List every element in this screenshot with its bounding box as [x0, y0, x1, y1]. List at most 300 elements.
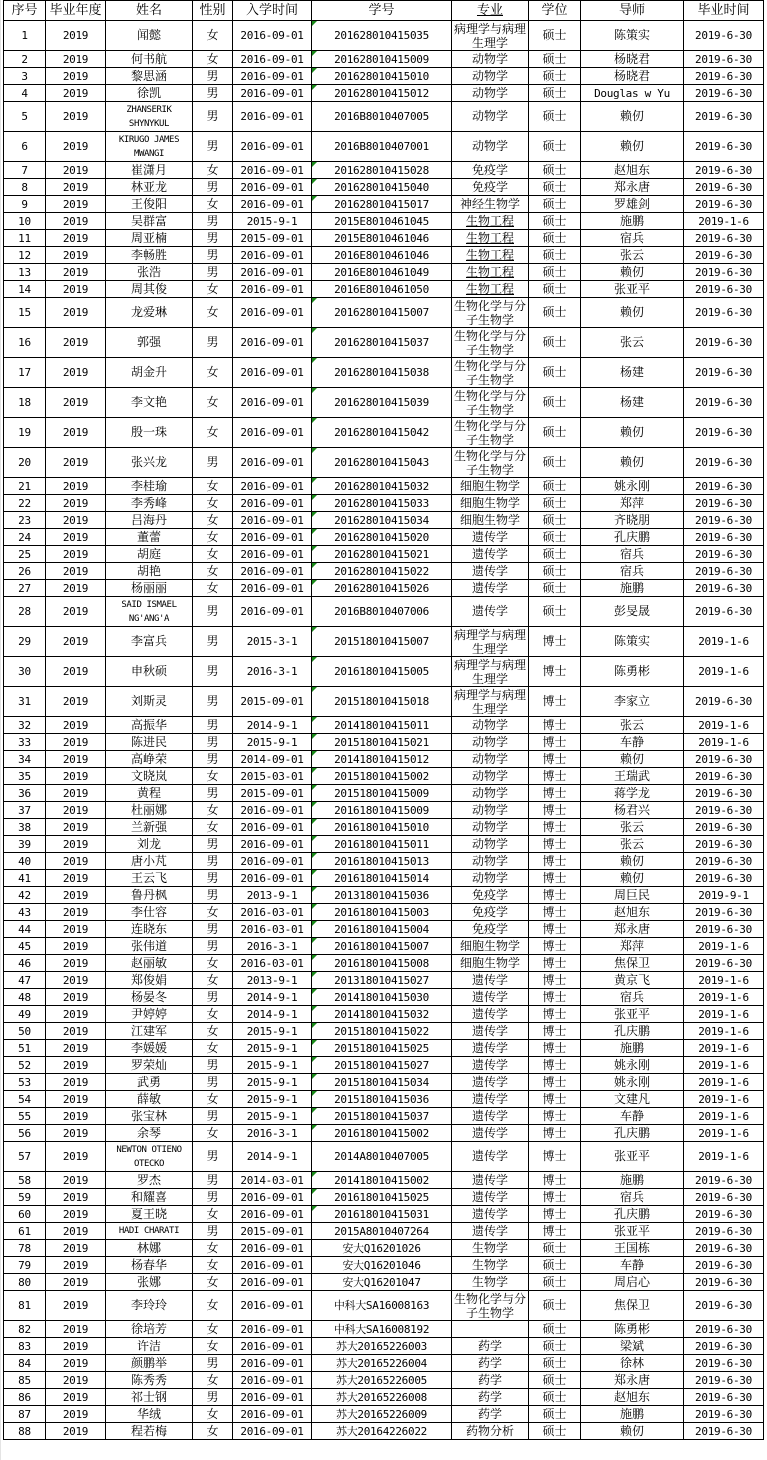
cell-name[interactable]: [106, 751, 193, 768]
cell-year[interactable]: [46, 955, 106, 972]
cell-no[interactable]: [4, 1274, 46, 1291]
cell-year[interactable]: [46, 529, 106, 546]
cell-name[interactable]: [106, 68, 193, 85]
cell-no[interactable]: [4, 989, 46, 1006]
cell-enroll[interactable]: [233, 802, 312, 819]
cell-enroll[interactable]: [233, 358, 312, 388]
cell-grad[interactable]: [684, 734, 764, 751]
cell-sex[interactable]: [193, 51, 233, 68]
cell-name[interactable]: [106, 162, 193, 179]
cell-name[interactable]: [106, 132, 193, 162]
cell-grad[interactable]: [684, 546, 764, 563]
cell-year[interactable]: [46, 546, 106, 563]
cell-no[interactable]: [4, 102, 46, 132]
cell-major[interactable]: [452, 230, 529, 247]
cell-no[interactable]: [4, 448, 46, 478]
cell-degree[interactable]: [529, 1006, 581, 1023]
cell-enroll[interactable]: [233, 179, 312, 196]
cell-major[interactable]: [452, 247, 529, 264]
cell-sex[interactable]: [193, 1206, 233, 1223]
cell-year[interactable]: [46, 751, 106, 768]
cell-year[interactable]: [46, 597, 106, 627]
cell-id[interactable]: [312, 1372, 452, 1389]
cell-no[interactable]: [4, 751, 46, 768]
cell-degree[interactable]: [529, 819, 581, 836]
cell-major[interactable]: [452, 328, 529, 358]
cell-no[interactable]: [4, 580, 46, 597]
cell-major[interactable]: [452, 358, 529, 388]
cell-enroll[interactable]: [233, 751, 312, 768]
cell-id[interactable]: [312, 972, 452, 989]
cell-no[interactable]: [4, 938, 46, 955]
cell-advisor[interactable]: [581, 887, 684, 904]
cell-id[interactable]: [312, 85, 452, 102]
cell-year[interactable]: [46, 358, 106, 388]
cell-sex[interactable]: [193, 1321, 233, 1338]
cell-id[interactable]: [312, 298, 452, 328]
cell-grad[interactable]: [684, 904, 764, 921]
cell-id[interactable]: [312, 495, 452, 512]
cell-sex[interactable]: [193, 768, 233, 785]
cell-id[interactable]: [312, 563, 452, 580]
cell-sex[interactable]: [193, 989, 233, 1006]
cell-major[interactable]: [452, 802, 529, 819]
cell-major[interactable]: [452, 972, 529, 989]
cell-grad[interactable]: [684, 1189, 764, 1206]
cell-sex[interactable]: [193, 657, 233, 687]
cell-sex[interactable]: [193, 870, 233, 887]
cell-advisor[interactable]: [581, 1257, 684, 1274]
cell-enroll[interactable]: [233, 298, 312, 328]
cell-major[interactable]: [452, 1406, 529, 1423]
cell-degree[interactable]: [529, 281, 581, 298]
cell-year[interactable]: [46, 1406, 106, 1423]
cell-enroll[interactable]: [233, 938, 312, 955]
cell-no[interactable]: [4, 51, 46, 68]
cell-advisor[interactable]: [581, 281, 684, 298]
cell-advisor[interactable]: [581, 1108, 684, 1125]
cell-enroll[interactable]: [233, 1406, 312, 1423]
cell-major[interactable]: [452, 580, 529, 597]
cell-name[interactable]: [106, 563, 193, 580]
cell-sex[interactable]: [193, 1057, 233, 1074]
cell-degree[interactable]: [529, 213, 581, 230]
cell-advisor[interactable]: [581, 717, 684, 734]
cell-major[interactable]: [452, 1142, 529, 1172]
cell-no[interactable]: [4, 853, 46, 870]
cell-degree[interactable]: [529, 1240, 581, 1257]
cell-name[interactable]: [106, 1274, 193, 1291]
cell-grad[interactable]: [684, 887, 764, 904]
cell-no[interactable]: [4, 418, 46, 448]
cell-advisor[interactable]: [581, 768, 684, 785]
cell-id[interactable]: [312, 132, 452, 162]
cell-year[interactable]: [46, 657, 106, 687]
cell-grad[interactable]: [684, 264, 764, 281]
cell-advisor[interactable]: [581, 921, 684, 938]
cell-id[interactable]: [312, 68, 452, 85]
cell-enroll[interactable]: [233, 1240, 312, 1257]
cell-degree[interactable]: [529, 627, 581, 657]
cell-name[interactable]: [106, 938, 193, 955]
cell-major[interactable]: [452, 1023, 529, 1040]
cell-advisor[interactable]: [581, 298, 684, 328]
cell-sex[interactable]: [193, 179, 233, 196]
cell-id[interactable]: [312, 388, 452, 418]
cell-enroll[interactable]: [233, 955, 312, 972]
cell-name[interactable]: [106, 1372, 193, 1389]
cell-name[interactable]: [106, 546, 193, 563]
cell-enroll[interactable]: [233, 1274, 312, 1291]
cell-name[interactable]: [106, 1189, 193, 1206]
cell-sex[interactable]: [193, 281, 233, 298]
cell-no[interactable]: [4, 529, 46, 546]
cell-year[interactable]: [46, 1389, 106, 1406]
cell-name[interactable]: [106, 785, 193, 802]
cell-no[interactable]: [4, 1372, 46, 1389]
cell-id[interactable]: [312, 230, 452, 247]
cell-grad[interactable]: [684, 1142, 764, 1172]
cell-id[interactable]: [312, 580, 452, 597]
cell-degree[interactable]: [529, 448, 581, 478]
cell-name[interactable]: [106, 388, 193, 418]
cell-major[interactable]: [452, 1291, 529, 1321]
cell-no[interactable]: [4, 1338, 46, 1355]
cell-no[interactable]: [4, 1189, 46, 1206]
cell-id[interactable]: [312, 887, 452, 904]
cell-enroll[interactable]: [233, 1142, 312, 1172]
cell-sex[interactable]: [193, 546, 233, 563]
cell-advisor[interactable]: [581, 1406, 684, 1423]
cell-degree[interactable]: [529, 1257, 581, 1274]
cell-enroll[interactable]: [233, 1091, 312, 1108]
cell-advisor[interactable]: [581, 955, 684, 972]
cell-sex[interactable]: [193, 1223, 233, 1240]
cell-major[interactable]: [452, 179, 529, 196]
cell-enroll[interactable]: [233, 1389, 312, 1406]
cell-degree[interactable]: [529, 1057, 581, 1074]
col-header-advisor[interactable]: 导师: [581, 1, 684, 21]
cell-year[interactable]: [46, 938, 106, 955]
cell-degree[interactable]: [529, 734, 581, 751]
cell-major[interactable]: [452, 887, 529, 904]
cell-year[interactable]: [46, 21, 106, 51]
cell-degree[interactable]: [529, 1125, 581, 1142]
cell-year[interactable]: [46, 230, 106, 247]
cell-grad[interactable]: [684, 102, 764, 132]
cell-major[interactable]: [452, 563, 529, 580]
cell-sex[interactable]: [193, 358, 233, 388]
cell-advisor[interactable]: [581, 1321, 684, 1338]
cell-grad[interactable]: [684, 1074, 764, 1091]
cell-name[interactable]: [106, 21, 193, 51]
cell-degree[interactable]: [529, 563, 581, 580]
cell-sex[interactable]: [193, 734, 233, 751]
cell-major[interactable]: [452, 853, 529, 870]
cell-degree[interactable]: [529, 1223, 581, 1240]
cell-sex[interactable]: [193, 717, 233, 734]
cell-major[interactable]: [452, 1172, 529, 1189]
col-header-sex[interactable]: 性别: [193, 1, 233, 21]
cell-year[interactable]: [46, 1291, 106, 1321]
cell-name[interactable]: [106, 1108, 193, 1125]
cell-name[interactable]: [106, 819, 193, 836]
cell-no[interactable]: [4, 478, 46, 495]
cell-no[interactable]: [4, 921, 46, 938]
cell-id[interactable]: [312, 1223, 452, 1240]
cell-grad[interactable]: [684, 162, 764, 179]
cell-degree[interactable]: [529, 1206, 581, 1223]
cell-degree[interactable]: [529, 972, 581, 989]
cell-name[interactable]: [106, 1321, 193, 1338]
cell-advisor[interactable]: [581, 162, 684, 179]
cell-advisor[interactable]: [581, 1291, 684, 1321]
cell-degree[interactable]: [529, 1274, 581, 1291]
cell-sex[interactable]: [193, 785, 233, 802]
cell-degree[interactable]: [529, 1291, 581, 1321]
cell-advisor[interactable]: [581, 358, 684, 388]
cell-major[interactable]: [452, 546, 529, 563]
cell-degree[interactable]: [529, 768, 581, 785]
cell-year[interactable]: [46, 563, 106, 580]
cell-no[interactable]: [4, 264, 46, 281]
cell-grad[interactable]: [684, 768, 764, 785]
cell-advisor[interactable]: [581, 580, 684, 597]
cell-year[interactable]: [46, 1321, 106, 1338]
col-header-year[interactable]: 毕业年度: [46, 1, 106, 21]
cell-id[interactable]: [312, 1057, 452, 1074]
cell-grad[interactable]: [684, 989, 764, 1006]
cell-sex[interactable]: [193, 529, 233, 546]
cell-id[interactable]: [312, 1006, 452, 1023]
cell-major[interactable]: [452, 281, 529, 298]
cell-degree[interactable]: [529, 418, 581, 448]
cell-year[interactable]: [46, 1189, 106, 1206]
cell-enroll[interactable]: [233, 627, 312, 657]
cell-enroll[interactable]: [233, 1355, 312, 1372]
cell-degree[interactable]: [529, 597, 581, 627]
cell-enroll[interactable]: [233, 580, 312, 597]
cell-advisor[interactable]: [581, 853, 684, 870]
cell-sex[interactable]: [193, 132, 233, 162]
cell-name[interactable]: [106, 328, 193, 358]
cell-no[interactable]: [4, 1006, 46, 1023]
cell-sex[interactable]: [193, 1355, 233, 1372]
cell-enroll[interactable]: [233, 687, 312, 717]
cell-year[interactable]: [46, 298, 106, 328]
cell-degree[interactable]: [529, 751, 581, 768]
cell-year[interactable]: [46, 478, 106, 495]
cell-year[interactable]: [46, 132, 106, 162]
cell-year[interactable]: [46, 85, 106, 102]
cell-major[interactable]: [452, 734, 529, 751]
cell-sex[interactable]: [193, 102, 233, 132]
cell-id[interactable]: [312, 870, 452, 887]
cell-enroll[interactable]: [233, 1257, 312, 1274]
cell-advisor[interactable]: [581, 102, 684, 132]
cell-no[interactable]: [4, 230, 46, 247]
cell-grad[interactable]: [684, 1274, 764, 1291]
cell-no[interactable]: [4, 1406, 46, 1423]
cell-year[interactable]: [46, 264, 106, 281]
cell-sex[interactable]: [193, 955, 233, 972]
cell-enroll[interactable]: [233, 132, 312, 162]
cell-name[interactable]: [106, 1423, 193, 1440]
cell-no[interactable]: [4, 597, 46, 627]
cell-major[interactable]: [452, 768, 529, 785]
cell-enroll[interactable]: [233, 597, 312, 627]
cell-id[interactable]: [312, 162, 452, 179]
cell-id[interactable]: [312, 213, 452, 230]
cell-no[interactable]: [4, 1223, 46, 1240]
cell-major[interactable]: [452, 1274, 529, 1291]
cell-major[interactable]: [452, 478, 529, 495]
cell-advisor[interactable]: [581, 230, 684, 247]
cell-no[interactable]: [4, 298, 46, 328]
cell-major[interactable]: [452, 687, 529, 717]
cell-year[interactable]: [46, 768, 106, 785]
cell-name[interactable]: [106, 768, 193, 785]
cell-id[interactable]: [312, 1423, 452, 1440]
cell-sex[interactable]: [193, 1372, 233, 1389]
cell-enroll[interactable]: [233, 495, 312, 512]
cell-advisor[interactable]: [581, 388, 684, 418]
cell-no[interactable]: [4, 1057, 46, 1074]
cell-degree[interactable]: [529, 358, 581, 388]
cell-degree[interactable]: [529, 802, 581, 819]
cell-major[interactable]: [452, 1125, 529, 1142]
cell-enroll[interactable]: [233, 904, 312, 921]
cell-year[interactable]: [46, 785, 106, 802]
cell-enroll[interactable]: [233, 281, 312, 298]
cell-name[interactable]: [106, 281, 193, 298]
cell-no[interactable]: [4, 785, 46, 802]
cell-id[interactable]: [312, 51, 452, 68]
cell-no[interactable]: [4, 887, 46, 904]
cell-sex[interactable]: [193, 972, 233, 989]
cell-enroll[interactable]: [233, 1189, 312, 1206]
cell-advisor[interactable]: [581, 1389, 684, 1406]
cell-name[interactable]: [106, 904, 193, 921]
cell-grad[interactable]: [684, 955, 764, 972]
cell-enroll[interactable]: [233, 328, 312, 358]
cell-advisor[interactable]: [581, 546, 684, 563]
cell-year[interactable]: [46, 162, 106, 179]
cell-name[interactable]: [106, 989, 193, 1006]
cell-major[interactable]: [452, 955, 529, 972]
cell-id[interactable]: [312, 955, 452, 972]
col-header-degree[interactable]: 学位: [529, 1, 581, 21]
cell-year[interactable]: [46, 1091, 106, 1108]
cell-enroll[interactable]: [233, 247, 312, 264]
cell-year[interactable]: [46, 853, 106, 870]
cell-id[interactable]: [312, 1406, 452, 1423]
cell-grad[interactable]: [684, 478, 764, 495]
cell-advisor[interactable]: [581, 989, 684, 1006]
cell-advisor[interactable]: [581, 68, 684, 85]
cell-sex[interactable]: [193, 388, 233, 418]
cell-year[interactable]: [46, 512, 106, 529]
cell-degree[interactable]: [529, 853, 581, 870]
cell-advisor[interactable]: [581, 179, 684, 196]
cell-advisor[interactable]: [581, 529, 684, 546]
cell-degree[interactable]: [529, 870, 581, 887]
col-header-id[interactable]: 学号: [312, 1, 452, 21]
cell-sex[interactable]: [193, 85, 233, 102]
cell-degree[interactable]: [529, 162, 581, 179]
cell-degree[interactable]: [529, 1406, 581, 1423]
cell-enroll[interactable]: [233, 972, 312, 989]
cell-grad[interactable]: [684, 751, 764, 768]
cell-year[interactable]: [46, 247, 106, 264]
cell-major[interactable]: [452, 657, 529, 687]
cell-no[interactable]: [4, 1040, 46, 1057]
cell-enroll[interactable]: [233, 1223, 312, 1240]
cell-major[interactable]: [452, 1372, 529, 1389]
cell-enroll[interactable]: [233, 230, 312, 247]
cell-sex[interactable]: [193, 1040, 233, 1057]
cell-sex[interactable]: [193, 1291, 233, 1321]
cell-sex[interactable]: [193, 921, 233, 938]
cell-name[interactable]: [106, 1023, 193, 1040]
cell-id[interactable]: [312, 1040, 452, 1057]
cell-sex[interactable]: [193, 836, 233, 853]
cell-no[interactable]: [4, 162, 46, 179]
cell-year[interactable]: [46, 734, 106, 751]
cell-sex[interactable]: [193, 802, 233, 819]
cell-enroll[interactable]: [233, 657, 312, 687]
cell-year[interactable]: [46, 887, 106, 904]
cell-major[interactable]: [452, 870, 529, 887]
cell-year[interactable]: [46, 627, 106, 657]
cell-advisor[interactable]: [581, 512, 684, 529]
cell-id[interactable]: [312, 1206, 452, 1223]
cell-advisor[interactable]: [581, 819, 684, 836]
cell-grad[interactable]: [684, 627, 764, 657]
cell-year[interactable]: [46, 717, 106, 734]
cell-advisor[interactable]: [581, 478, 684, 495]
cell-degree[interactable]: [529, 1040, 581, 1057]
cell-major[interactable]: [452, 819, 529, 836]
cell-advisor[interactable]: [581, 627, 684, 657]
cell-grad[interactable]: [684, 179, 764, 196]
cell-name[interactable]: [106, 358, 193, 388]
cell-enroll[interactable]: [233, 563, 312, 580]
cell-year[interactable]: [46, 819, 106, 836]
cell-degree[interactable]: [529, 1389, 581, 1406]
cell-name[interactable]: [106, 887, 193, 904]
cell-no[interactable]: [4, 836, 46, 853]
cell-advisor[interactable]: [581, 1355, 684, 1372]
cell-no[interactable]: [4, 1321, 46, 1338]
cell-year[interactable]: [46, 1223, 106, 1240]
cell-degree[interactable]: [529, 904, 581, 921]
cell-degree[interactable]: [529, 955, 581, 972]
cell-grad[interactable]: [684, 1372, 764, 1389]
cell-advisor[interactable]: [581, 418, 684, 448]
cell-year[interactable]: [46, 213, 106, 230]
cell-year[interactable]: [46, 1338, 106, 1355]
cell-no[interactable]: [4, 717, 46, 734]
cell-enroll[interactable]: [233, 418, 312, 448]
cell-grad[interactable]: [684, 563, 764, 580]
cell-grad[interactable]: [684, 196, 764, 213]
cell-advisor[interactable]: [581, 597, 684, 627]
cell-advisor[interactable]: [581, 1023, 684, 1040]
cell-advisor[interactable]: [581, 1206, 684, 1223]
cell-major[interactable]: [452, 1057, 529, 1074]
cell-id[interactable]: [312, 478, 452, 495]
